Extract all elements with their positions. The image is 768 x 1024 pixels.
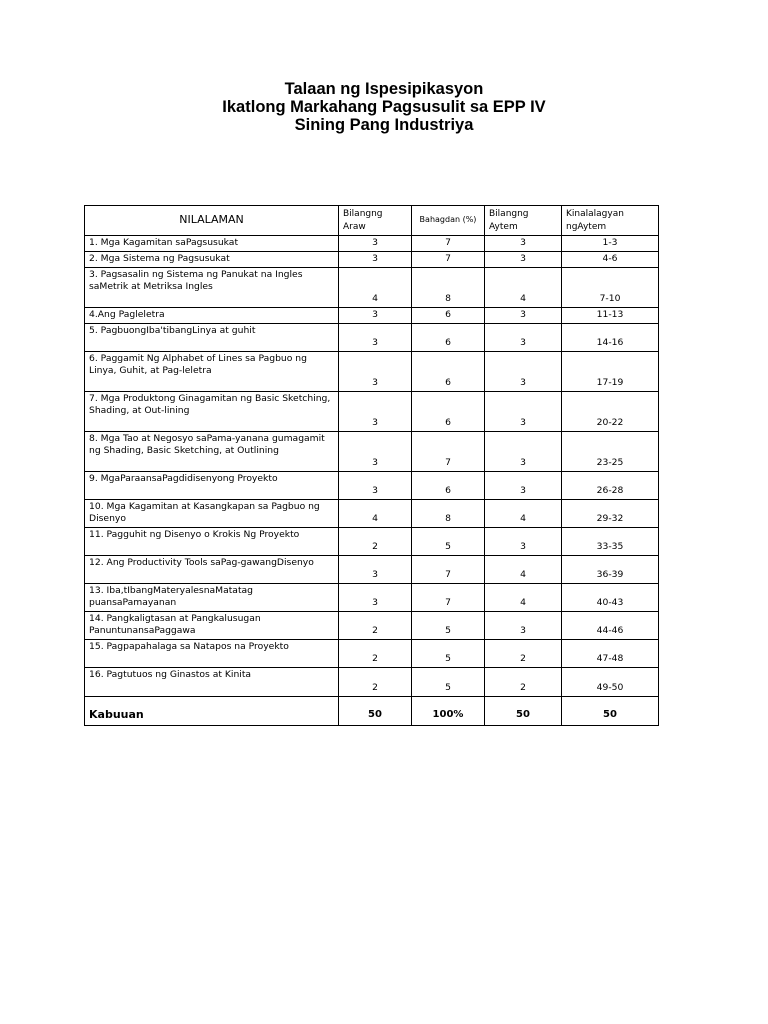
cell-bahagdan: 5 [412, 527, 485, 555]
total-aytem: 50 [485, 696, 562, 725]
cell-bahagdan: 5 [412, 611, 485, 639]
cell-araw: 3 [339, 307, 412, 323]
table-row [85, 583, 659, 611]
table-row [85, 639, 659, 667]
cell-bahagdan: 5 [412, 639, 485, 667]
cell-aytem: 3 [485, 351, 562, 391]
cell-kinalalagyan: 33-35 [562, 527, 659, 555]
cell-araw: 3 [339, 431, 412, 471]
cell-nilalaman: 13. Iba,tIbangMateryalesnaMatatag puansaPamayanan [85, 583, 339, 611]
header-bilang-aytem: Bilangng Aytem [485, 206, 562, 236]
cell-kinalalagyan: 49-50 [562, 667, 659, 696]
table-row [85, 471, 659, 499]
cell-araw: 2 [339, 667, 412, 696]
cell-kinalalagyan: 40-43 [562, 583, 659, 611]
cell-nilalaman: 1. Mga Kagamitan saPagsusukat [85, 236, 339, 252]
cell-araw: 4 [339, 499, 412, 527]
cell-bahagdan: 8 [412, 267, 485, 307]
cell-aytem: 3 [485, 431, 562, 471]
cell-kinalalagyan: 11-13 [562, 307, 659, 323]
cell-bahagdan: 7 [412, 251, 485, 267]
cell-aytem: 3 [485, 236, 562, 252]
cell-kinalalagyan: 36-39 [562, 555, 659, 583]
table-row [85, 323, 659, 351]
cell-aytem: 3 [485, 307, 562, 323]
cell-kinalalagyan: 29-32 [562, 499, 659, 527]
cell-aytem: 3 [485, 471, 562, 499]
cell-nilalaman: 10. Mga Kagamitan at Kasangkapan sa Pagbuo ng Disenyo [85, 499, 339, 527]
specification-table [84, 205, 659, 726]
total-bahagdan: 100% [412, 696, 485, 725]
cell-bahagdan: 7 [412, 431, 485, 471]
cell-nilalaman: 14. Pangkaligtasan at Pangkalusugan PanuntunansaPaggawa [85, 611, 339, 639]
header-kinalalagyan: Kinalalagyan ngAytem [562, 206, 659, 236]
cell-kinalalagyan: 1-3 [562, 236, 659, 252]
cell-nilalaman: 16. Pagtutuos ng Ginastos at Kinita [85, 667, 339, 696]
table-row [85, 667, 659, 696]
cell-nilalaman: 8. Mga Tao at Negosyo saPama-yanana gumagamit ng Shading, Basic Sketching, at Outlining [85, 431, 339, 471]
cell-araw: 3 [339, 391, 412, 431]
cell-kinalalagyan: 26-28 [562, 471, 659, 499]
cell-aytem: 4 [485, 555, 562, 583]
cell-nilalaman: 4.Ang Pagleletra [85, 307, 339, 323]
table-row [85, 391, 659, 431]
total-label: Kabuuan [85, 696, 339, 725]
cell-kinalalagyan: 7-10 [562, 267, 659, 307]
cell-aytem: 4 [485, 267, 562, 307]
cell-araw: 3 [339, 236, 412, 252]
document-title [0, 80, 768, 134]
cell-araw: 3 [339, 471, 412, 499]
table-row [85, 251, 659, 267]
header-bahagdan: Bahagdan (%) [412, 206, 485, 236]
cell-aytem: 3 [485, 527, 562, 555]
title-line-2: Ikatlong Markahang Pagsusulit sa EPP IV [222, 98, 546, 116]
cell-araw: 3 [339, 251, 412, 267]
cell-bahagdan: 7 [412, 583, 485, 611]
cell-kinalalagyan: 23-25 [562, 431, 659, 471]
cell-nilalaman: 11. Pagguhit ng Disenyo o Krokis Ng Proyekto [85, 527, 339, 555]
cell-kinalalagyan: 44-46 [562, 611, 659, 639]
cell-nilalaman: 15. Pagpapahalaga sa Natapos na Proyekto [85, 639, 339, 667]
cell-aytem: 2 [485, 667, 562, 696]
cell-nilalaman: 2. Mga Sistema ng Pagsusukat [85, 251, 339, 267]
cell-araw: 3 [339, 583, 412, 611]
total-row [85, 696, 659, 725]
cell-araw: 3 [339, 323, 412, 351]
table-row [85, 236, 659, 252]
cell-araw: 2 [339, 611, 412, 639]
cell-araw: 3 [339, 351, 412, 391]
cell-nilalaman: 5. PagbuongIba'tibangLinya at guhit [85, 323, 339, 351]
cell-bahagdan: 6 [412, 471, 485, 499]
cell-nilalaman: 6. Paggamit Ng Alphabet of Lines sa Pagbuo ng Linya, Guhit, at Pag-leletra [85, 351, 339, 391]
table-header-row [85, 206, 659, 236]
cell-bahagdan: 7 [412, 236, 485, 252]
cell-kinalalagyan: 4-6 [562, 251, 659, 267]
title-line-1: Talaan ng Ispesipikasyon [284, 80, 484, 98]
table-row [85, 611, 659, 639]
table-row [85, 351, 659, 391]
cell-bahagdan: 7 [412, 555, 485, 583]
title-line-3: Sining Pang Industriya [294, 116, 474, 134]
total-araw: 50 [339, 696, 412, 725]
cell-aytem: 4 [485, 583, 562, 611]
cell-kinalalagyan: 47-48 [562, 639, 659, 667]
cell-bahagdan: 6 [412, 323, 485, 351]
cell-kinalalagyan: 20-22 [562, 391, 659, 431]
cell-aytem: 3 [485, 611, 562, 639]
table-row [85, 267, 659, 307]
table-row [85, 499, 659, 527]
table-row [85, 431, 659, 471]
header-nilalaman: NILALAMAN [85, 206, 339, 236]
table-row [85, 527, 659, 555]
table-body [85, 236, 659, 697]
cell-aytem: 3 [485, 251, 562, 267]
header-bilang-araw: Bilangng Araw [339, 206, 412, 236]
cell-bahagdan: 8 [412, 499, 485, 527]
cell-araw: 2 [339, 527, 412, 555]
cell-bahagdan: 6 [412, 391, 485, 431]
cell-aytem: 4 [485, 499, 562, 527]
cell-bahagdan: 6 [412, 351, 485, 391]
cell-aytem: 3 [485, 391, 562, 431]
cell-aytem: 3 [485, 323, 562, 351]
cell-araw: 4 [339, 267, 412, 307]
cell-kinalalagyan: 17-19 [562, 351, 659, 391]
cell-bahagdan: 6 [412, 307, 485, 323]
table-row [85, 307, 659, 323]
cell-kinalalagyan: 14-16 [562, 323, 659, 351]
cell-araw: 2 [339, 639, 412, 667]
cell-nilalaman: 7. Mga Produktong Ginagamitan ng Basic Sketching, Shading, at Out-lining [85, 391, 339, 431]
cell-nilalaman: 3. Pagsasalin ng Sistema ng Panukat na Ingles saMetrik at Metriksa Ingles [85, 267, 339, 307]
cell-aytem: 2 [485, 639, 562, 667]
table-row [85, 555, 659, 583]
cell-bahagdan: 5 [412, 667, 485, 696]
cell-araw: 3 [339, 555, 412, 583]
cell-nilalaman: 9. MgaParaansaPagdidisenyong Proyekto [85, 471, 339, 499]
total-kinalalagyan: 50 [562, 696, 659, 725]
cell-nilalaman: 12. Ang Productivity Tools saPag-gawangDisenyo [85, 555, 339, 583]
